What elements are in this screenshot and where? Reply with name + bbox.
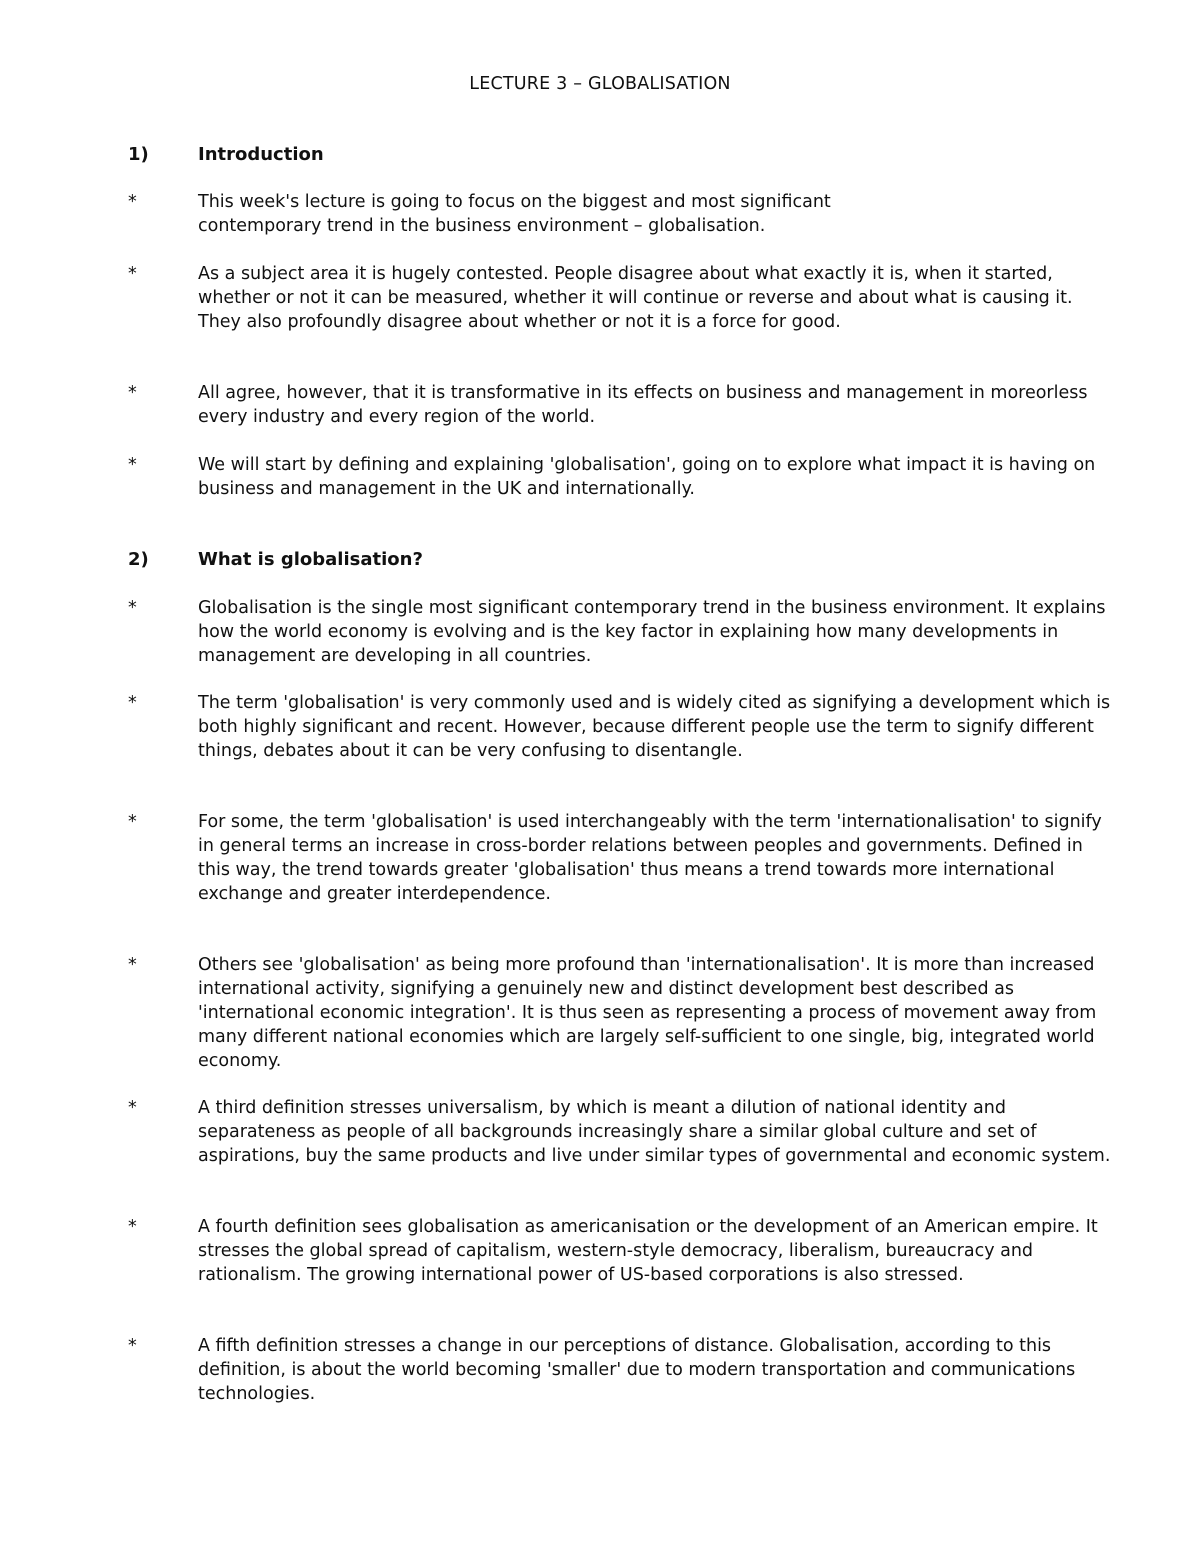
- paragraph: A fourth definition sees globalisation as americanisation or the development of an American empire. It stresses the global spread of capitalism, western-style democracy, liberalism, bureaucracy and rationalism. The growing international power of US-based corporations is also stressed.: [198, 1217, 1098, 1285]
- bullet-marker: *: [128, 192, 137, 212]
- paragraph: We will start by defining and explaining 'globalisation', going on to explore what impact it is having on business and management in the UK and internationally.: [198, 455, 1096, 499]
- list-item: [128, 190, 1118, 238]
- bullet-marker: *: [128, 812, 137, 832]
- section-heading-introduction: [128, 143, 324, 167]
- paragraph: All agree, however, that it is transformative in its effects on business and management in moreorless every industry and every region of the world.: [198, 383, 1088, 427]
- bullet-marker: *: [128, 955, 137, 975]
- section-number: 2): [128, 549, 149, 570]
- paragraph: Globalisation is the single most significant contemporary trend in the business environment. It explains how the world economy is evolving and is the key factor in explaining how many developments in management are developing in all countries.: [198, 598, 1106, 666]
- list-item: [128, 1096, 1118, 1168]
- section-title: What is globalisation?: [198, 549, 423, 570]
- list-item: [128, 262, 1118, 334]
- paragraph: A fifth definition stresses a change in our perceptions of distance. Globalisation, according to this definition, is about the world becoming 'smaller' due to modern transportation and communications technologies.: [198, 1336, 1076, 1404]
- section-title: Introduction: [198, 144, 324, 165]
- bullet-marker: *: [128, 455, 137, 475]
- bullet-marker: *: [128, 383, 137, 403]
- paragraph: A third definition stresses universalism, by which is meant a dilution of national identity and separateness as people of all backgrounds increasingly share a similar global culture and set of aspirations, buy the same products and live under similar types of governmental and economic system.: [198, 1098, 1111, 1166]
- paragraph: This week's lecture is going to focus on the biggest and most significant contemporary trend in the business environment – globalisation.: [198, 192, 831, 236]
- section-number: 1): [128, 144, 149, 165]
- bullet-marker: *: [128, 1217, 137, 1237]
- paragraph: As a subject area it is hugely contested. People disagree about what exactly it is, when it started, whether or not it can be measured, whether it will continue or reverse and about what is causing it. They also profoundly disagree about whether or not it is a force for good.: [198, 264, 1073, 332]
- list-item: [128, 1215, 1118, 1287]
- list-item: [128, 453, 1118, 501]
- list-item: [128, 953, 1118, 1073]
- list-item: [128, 810, 1118, 906]
- bullet-marker: *: [128, 693, 137, 713]
- bullet-marker: *: [128, 264, 137, 284]
- paragraph: For some, the term 'globalisation' is used interchangeably with the term 'internationalisation' to signify in general terms an increase in cross-border relations between peoples and governments. Defined in this way, the trend towards greater 'globalisation' thus means a trend towards more international exchange and greater interdependence.: [198, 812, 1102, 904]
- list-item: [128, 1334, 1118, 1406]
- paragraph: Others see 'globalisation' as being more profound than 'internationalisation'. It is more than increased international activity, signifying a genuinely new and distinct development best described as 'international economic integration'. It is thus seen as representing a process of movement away from many different national economies which are largely self-sufficient to one single, big, integrated world economy.: [198, 955, 1097, 1071]
- list-item: [128, 381, 1118, 429]
- paragraph: The term 'globalisation' is very commonly used and is widely cited as signifying a development which is both highly significant and recent. However, because different people use the term to signify different things, debates about it can be very confusing to disentangle.: [198, 693, 1111, 761]
- list-item: [128, 596, 1118, 668]
- bullet-marker: *: [128, 598, 137, 618]
- section-heading-what-is-globalisation: [128, 548, 423, 572]
- page-title: LECTURE 3 – GLOBALISATION: [469, 74, 731, 94]
- bullet-marker: *: [128, 1098, 137, 1118]
- bullet-marker: *: [128, 1336, 137, 1356]
- list-item: [128, 691, 1118, 763]
